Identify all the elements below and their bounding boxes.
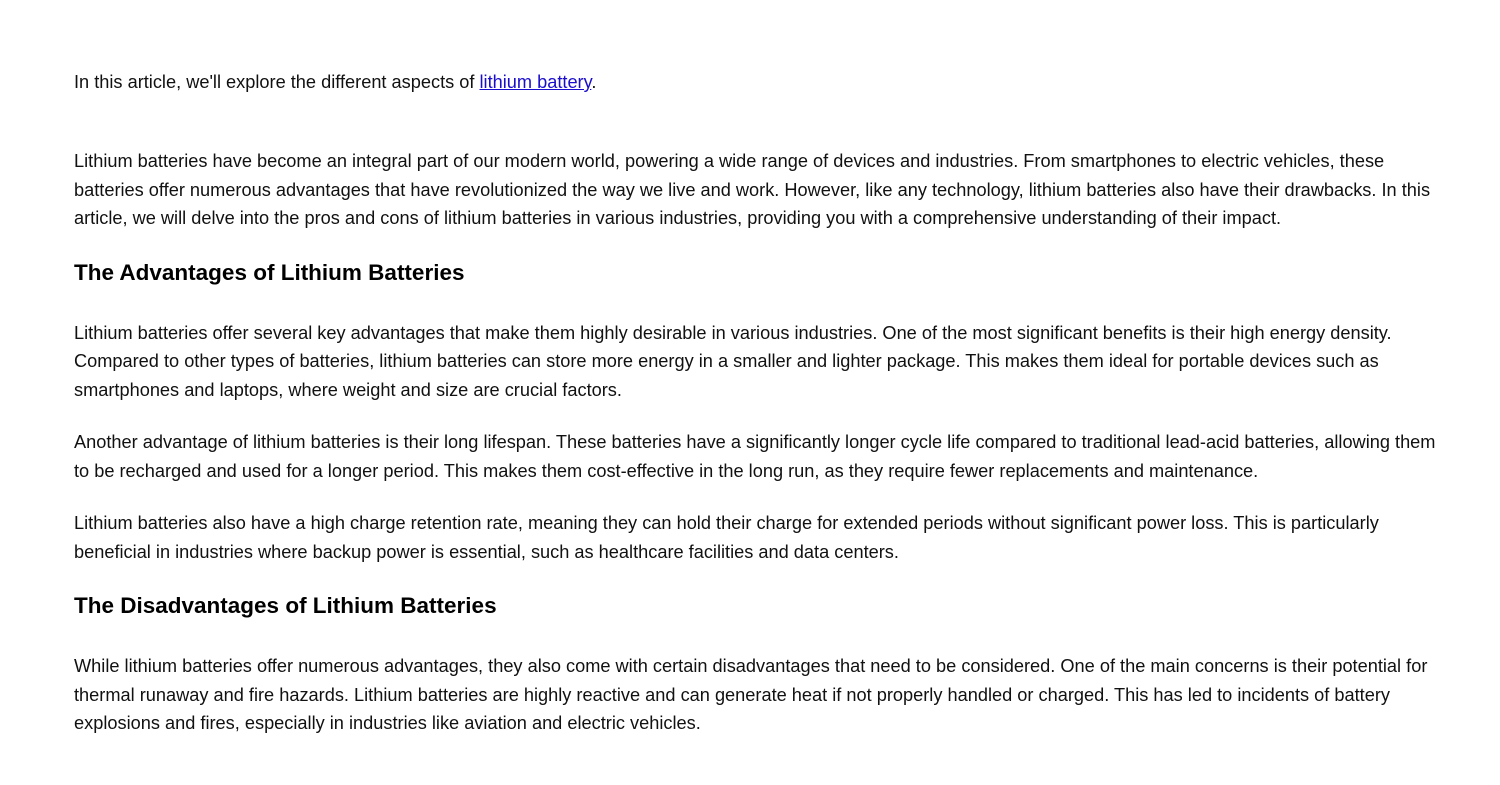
disadvantages-heading: The Disadvantages of Lithium Batteries [74, 593, 497, 618]
advantages-paragraph-charge-retention: Lithium batteries also have a high charge retention rate, meaning they can hold their charge for extended periods without significant power loss. This is particularly beneficial in industries where backup power is essential, such as healthcare facilities and data centers. [74, 513, 1379, 562]
disadvantages-paragraph-thermal-runaway: While lithium batteries offer numerous advantages, they also come with certain disadvantages that need to be considered. One of the main concerns is their potential for thermal runaway and fire hazards. Lithium batteries are highly reactive and can generate heat if not properly handled or charged. This has led to incidents of battery explosions and fires, especially in industries like aviation and electric vehicles. [74, 656, 1428, 733]
lithium-battery-link[interactable]: lithium battery [479, 72, 592, 92]
advantages-paragraph-energy-density: Lithium batteries offer several key advantages that make them highly desirable in various industries. One of the most significant benefits is their high energy density. Compared to other types of batteries, lithium batteries can store more energy in a smaller and lighter package. This makes them ideal for portable devices such as smartphones and laptops, where weight and size are crucial factors. [74, 322, 1392, 400]
advantages-paragraph-lifespan: Another advantage of lithium batteries is their long lifespan. These batteries have a significantly longer cycle life compared to traditional lead-acid batteries, allowing them to be recharged and used for a longer period. This makes them cost-effective in the long run, as they require fewer replacements and maintenance. [74, 432, 1436, 481]
opening-paragraph: Lithium batteries have become an integral part of our modern world, powering a wide range of devices and industries. From smartphones to electric vehicles, these batteries offer numerous advantages that have revolutionized the way we live and work. However, like any technology, lithium batteries also have their drawbacks. In this article, we will delve into the pros and cons of lithium batteries in various industries, providing you with a comprehensive understanding of their impact. [74, 151, 1431, 228]
advantages-heading: The Advantages of Lithium Batteries [74, 259, 465, 285]
intro-suffix: . [591, 72, 597, 92]
intro-prefix: In this article, we'll explore the different aspects of [74, 72, 480, 92]
article-content [74, 147, 1436, 762]
intro-sentence [74, 69, 596, 95]
